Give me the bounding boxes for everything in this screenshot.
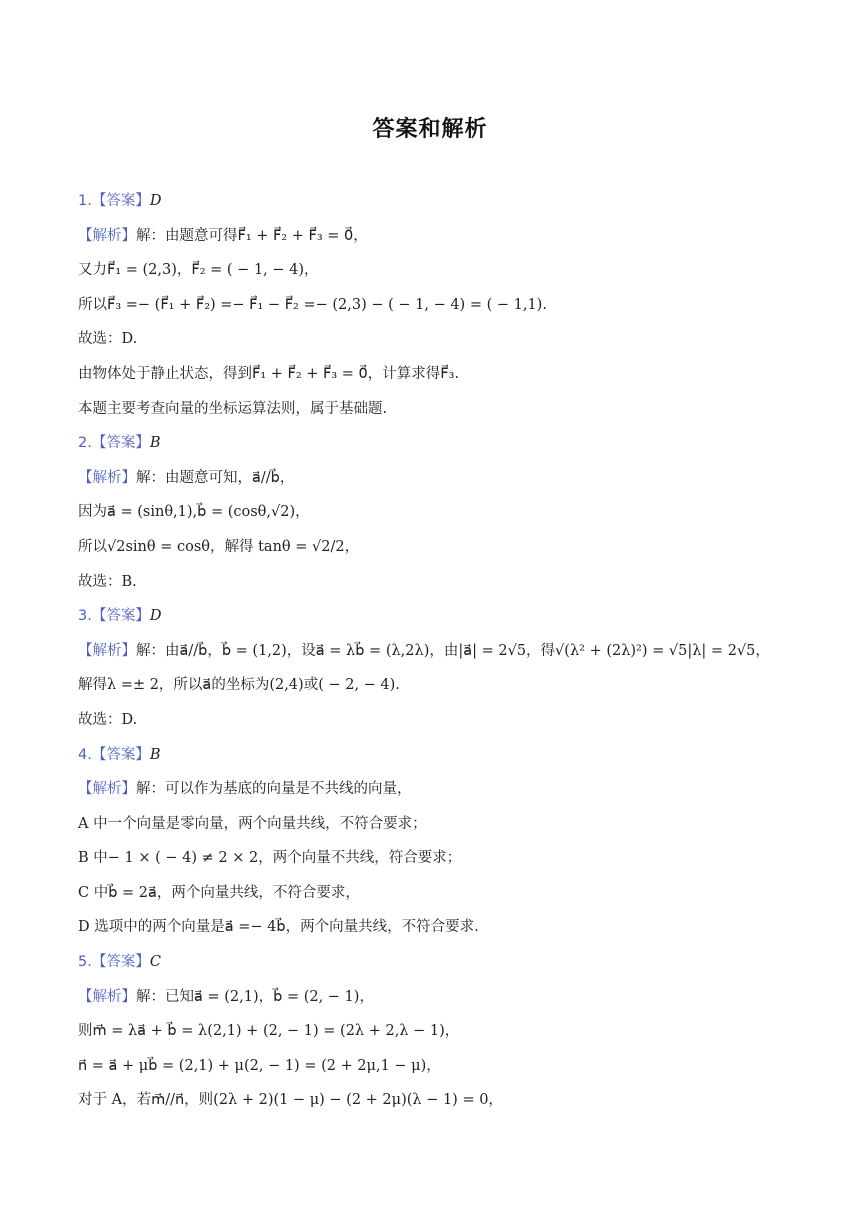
body-line bbox=[78, 290, 778, 325]
analysis-line bbox=[78, 463, 778, 498]
answer-line bbox=[78, 186, 778, 221]
analysis-text: 解：已知a⃗ = (2,1)，b⃗ = (2, − 1)， bbox=[136, 988, 374, 1005]
analysis-label: 【解析】 bbox=[78, 469, 136, 486]
body-text: 又力F⃗₁ = (2,3)，F⃗₂ = ( − 1, − 4)， bbox=[78, 262, 319, 279]
body-line bbox=[78, 912, 778, 947]
answer-label: 1.【答案】 bbox=[78, 193, 150, 209]
answer-label: 3.【答案】 bbox=[78, 608, 150, 625]
body-line bbox=[78, 532, 778, 567]
body-line bbox=[78, 567, 778, 602]
body-text: 本题主要考查向量的坐标运算法则，属于基础题. bbox=[78, 400, 388, 417]
answer-value: D bbox=[149, 608, 162, 625]
body-text: 解得λ =± 2，所以a⃗的坐标为(2,4)或( − 2, − 4). bbox=[78, 677, 400, 694]
body-text: 故选：D. bbox=[78, 331, 138, 348]
analysis-label: 【解析】 bbox=[78, 781, 136, 798]
page-title: 答案和解析 bbox=[372, 117, 488, 142]
answer-line bbox=[78, 601, 778, 636]
analysis-text: 解：由题意可知，a⃗//b⃗， bbox=[136, 469, 295, 486]
answer-line bbox=[78, 428, 778, 463]
body-line bbox=[78, 394, 778, 429]
body-text: 所以F⃗₃ =− (F⃗₁ + F⃗₂) =− F⃗₁ − F⃗₂ =− (2,3) − ( − 1, − 4) = ( − 1,1). bbox=[78, 296, 547, 313]
answer-value: D bbox=[149, 193, 162, 209]
answer-label: 4.【答案】 bbox=[78, 746, 150, 763]
analysis-label: 【解析】 bbox=[78, 642, 136, 659]
body-line bbox=[78, 705, 778, 740]
analysis-label: 【解析】 bbox=[78, 227, 136, 244]
body-text: D 选项中的两个向量是a⃗ =− 4b⃗，两个向量共线，不符合要求. bbox=[78, 919, 479, 936]
body-line bbox=[78, 359, 778, 394]
analysis-label: 【解析】 bbox=[78, 988, 136, 1005]
answer-value: C bbox=[149, 954, 161, 971]
analysis-line bbox=[78, 636, 778, 671]
analysis-text: 解：由题意可得F⃗₁ + F⃗₂ + F⃗₃ = 0⃗， bbox=[136, 227, 368, 244]
analysis-text: 解：可以作为基底的向量是不共线的向量， bbox=[136, 781, 412, 798]
analysis-line bbox=[78, 221, 778, 256]
body-text: 故选：D. bbox=[78, 711, 138, 728]
body-line bbox=[78, 255, 778, 290]
body-text: 对于 A，若m⃗//n⃗，则(2λ + 2)(1 − μ) − (2 + 2μ)(λ − 1) = 0， bbox=[78, 1092, 503, 1109]
body-line bbox=[78, 878, 778, 913]
body-line bbox=[78, 843, 778, 878]
body-text: 所以√2sinθ = cosθ，解得 tanθ = √2/2， bbox=[78, 538, 360, 555]
analysis-line bbox=[78, 982, 778, 1017]
body-text: n⃗ = a⃗ + μb⃗ = (2,1) + μ(2, − 1) = (2 + 2μ,1 − μ)， bbox=[78, 1057, 441, 1074]
body-text: 因为a⃗ = (sinθ,1),b⃗ = (cosθ,√2)， bbox=[78, 504, 310, 521]
body-text: C 中b⃗ = 2a⃗，两个向量共线，不符合要求， bbox=[78, 884, 360, 901]
body-text: 故选：B. bbox=[78, 573, 137, 590]
answer-content bbox=[78, 186, 778, 1120]
body-line bbox=[78, 497, 778, 532]
body-text: 则m⃗ = λa⃗ + b⃗ = λ(2,1) + (2, − 1) = (2λ + 2,λ − 1)， bbox=[78, 1023, 460, 1040]
body-text: B 中− 1 × ( − 4) ≠ 2 × 2，两个向量不共线，符合要求； bbox=[78, 850, 462, 867]
analysis-line bbox=[78, 774, 778, 809]
body-line bbox=[78, 670, 778, 705]
body-line bbox=[78, 1085, 778, 1120]
answer-label: 2.【答案】 bbox=[78, 435, 150, 452]
answer-line bbox=[78, 947, 778, 982]
body-line bbox=[78, 1016, 778, 1051]
answer-label: 5.【答案】 bbox=[78, 954, 150, 971]
body-text: 由物体处于静止状态，得到F⃗₁ + F⃗₂ + F⃗₃ = 0⃗，计算求得F⃗₃. bbox=[78, 365, 460, 382]
body-text: A 中一个向量是零向量，两个向量共线，不符合要求； bbox=[78, 815, 427, 832]
analysis-text: 解：由a⃗//b⃗，b⃗ = (1,2)，设a⃗ = λb⃗ = (λ,2λ)，由|a⃗| = 2√5，得√(λ² + (2λ)²) = √5|λ| = 2√5， bbox=[136, 642, 770, 659]
body-line bbox=[78, 1051, 778, 1086]
answer-line bbox=[78, 740, 778, 775]
body-line bbox=[78, 324, 778, 359]
answer-value: B bbox=[149, 746, 161, 763]
answer-value: B bbox=[149, 435, 161, 452]
body-line bbox=[78, 809, 778, 844]
